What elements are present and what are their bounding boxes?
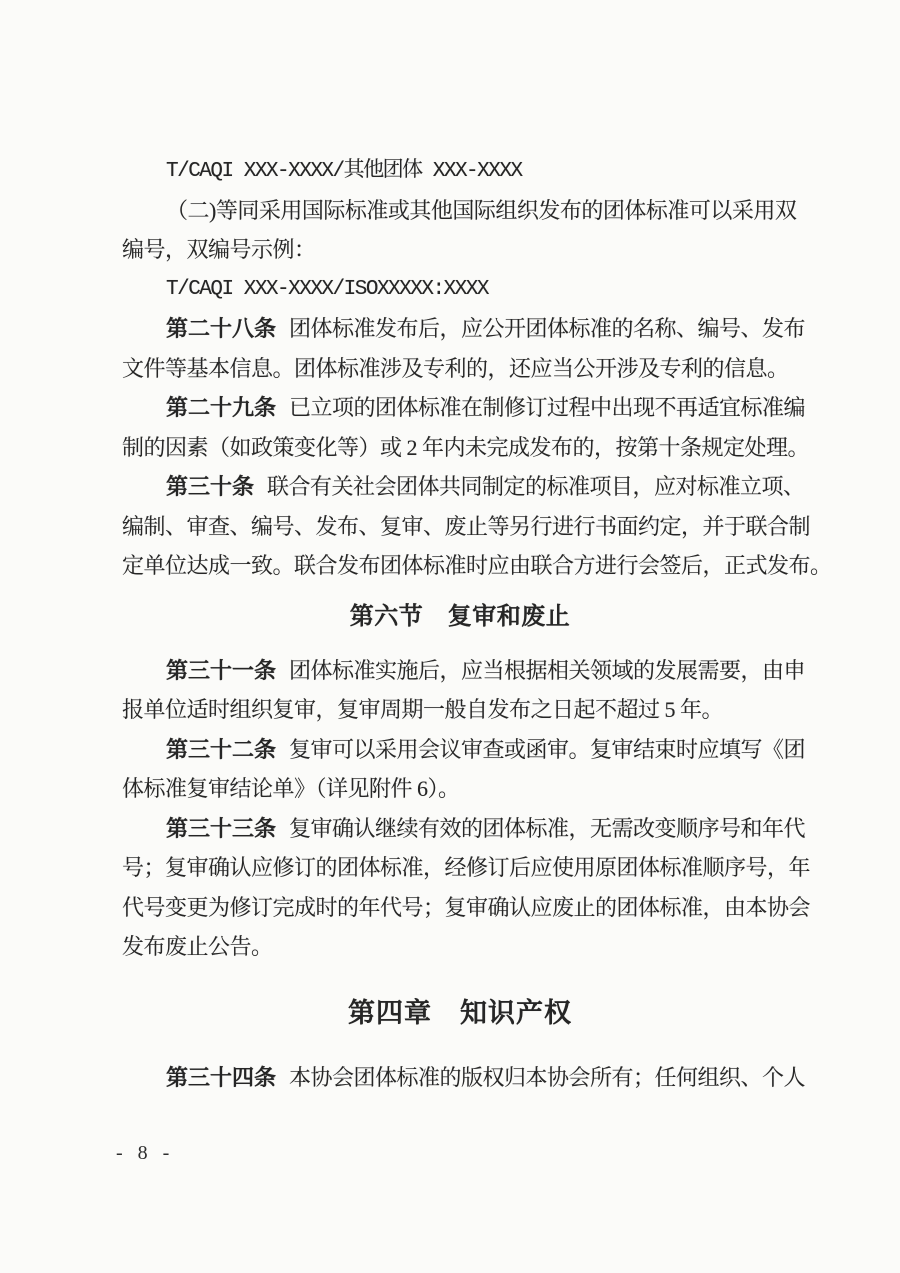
body-text-line: 报单位适时组织复审，复审周期一般自发布之日起不超过 5 年。 bbox=[122, 697, 724, 722]
body-text-line bbox=[166, 309, 812, 349]
article-31-lead: 第三十一条 bbox=[166, 658, 277, 683]
article-30-lead: 第三十条 bbox=[166, 474, 255, 499]
body-text-line: 号；复审确认应修订的团体标准，经修订后应使用原团体标准顺序号，年 bbox=[122, 855, 811, 880]
section-6-heading: 第六节 复审和废止 bbox=[349, 603, 571, 630]
chapter-4-heading: 第四章 知识产权 bbox=[348, 998, 572, 1028]
body-text-line: 编制、审查、编号、发布、复审、废止等另行进行书面约定，并于联合制 bbox=[122, 514, 811, 539]
page-number: - 8 - bbox=[116, 1142, 175, 1164]
article-34-lead: 第三十四条 bbox=[166, 1065, 277, 1090]
body-text-line: 定单位达成一致。联合发布团体标准时应由联合方进行会签后，正式发布。 bbox=[122, 553, 832, 578]
body-text-line: 代号变更为修订完成时的年代号；复审确认应废止的团体标准，由本协会 bbox=[122, 895, 811, 920]
body-text-line bbox=[166, 651, 812, 691]
article-29-text: 已立项的团体标准在制修订过程中出现不再适宜标准编 bbox=[289, 395, 806, 420]
body-text-line bbox=[166, 1058, 812, 1098]
article-31-text: 团体标准实施后，应当根据相关领域的发展需要，由申 bbox=[289, 658, 806, 683]
body-text-line bbox=[166, 730, 812, 770]
body-text-line: 发布废止公告。 bbox=[122, 934, 273, 959]
article-32-lead: 第三十二条 bbox=[166, 737, 277, 762]
body-text-line: （二)等同采用国际标准或其他国际组织发布的团体标准可以采用双 bbox=[166, 198, 797, 223]
article-32-text: 复审可以采用会议审查或函审。复审结束时应填写《团 bbox=[289, 737, 806, 762]
body-text-line: 文件等基本信息。团体标准涉及专利的，还应当公开涉及专利的信息。 bbox=[122, 356, 789, 381]
body-text-line: 编号，双编号示例： bbox=[122, 237, 316, 262]
body-text-line bbox=[166, 467, 812, 507]
article-29-lead: 第二十九条 bbox=[166, 395, 277, 420]
body-text-line bbox=[166, 809, 812, 849]
article-33-text: 复审确认继续有效的团体标准，无需改变顺序号和年代 bbox=[289, 816, 806, 841]
article-28-text: 团体标准发布后，应公开团体标准的名称、编号、发布 bbox=[289, 316, 806, 341]
body-text-line: 体标准复审结论单》（详见附件 6）。 bbox=[122, 776, 460, 801]
body-text-line bbox=[166, 388, 812, 428]
article-33-lead: 第三十三条 bbox=[166, 816, 277, 841]
article-28-lead: 第二十八条 bbox=[166, 316, 277, 341]
standard-number-example-line: T/CAQI XXX-XXXX/其他团体 XXX-XXXX bbox=[166, 160, 522, 183]
standard-number-example-line: T/CAQI XXX-XXXX/ISOXXXXX:XXXX bbox=[166, 278, 488, 301]
article-34-text: 本协会团体标准的版权归本协会所有；任何组织、个人 bbox=[289, 1065, 806, 1090]
article-30-text: 联合有关社会团体共同制定的标准项目，应对标准立项、 bbox=[267, 474, 805, 499]
body-text-line: 制的因素（如政策变化等）或 2 年内未完成发布的，按第十条规定处理。 bbox=[122, 435, 810, 460]
